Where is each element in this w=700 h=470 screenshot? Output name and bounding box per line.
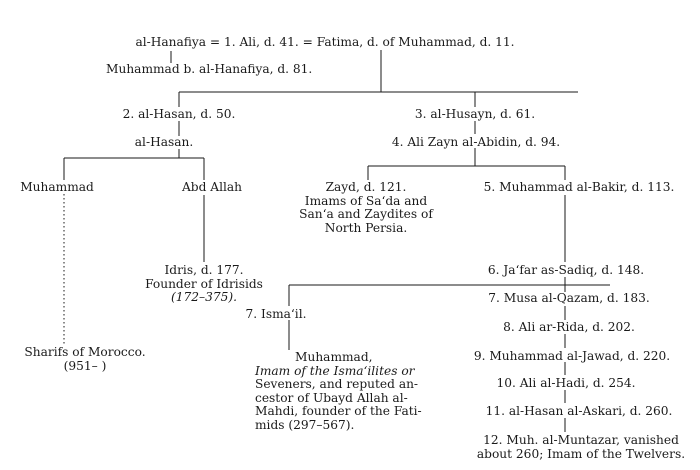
ismaili-muhammad-note-1: Seveners, and reputed an- [255, 377, 419, 391]
ismaili-muhammad-name: Muhammad, [295, 350, 373, 364]
muntazar-node [477, 434, 685, 461]
hasan-node: 2. al-Hasan, d. 50. [122, 107, 236, 121]
zayd-note-3: North Persia. [324, 220, 408, 235]
jafar-node: 6. Ja‘far as-Sadiq, d. 148. [487, 263, 645, 277]
ali-zayn-node: 4. Ali Zayn al-Abidin, d. 94. [391, 135, 561, 149]
sharifs-node [24, 346, 145, 373]
zayd-note-1: Imams of Sa‘da and [304, 193, 428, 208]
hadi-node: 10. Ali al-Hadi, d. 254. [496, 376, 636, 390]
zayd-node [299, 181, 433, 235]
sharifs-dates: (951– ) [63, 358, 107, 373]
sharifs-name: Sharifs of Morocco. [24, 345, 146, 359]
ismail-node: 7. Isma‘il. [245, 307, 307, 321]
jawad-node: 9. Muhammad al-Jawad, d. 220. [473, 349, 671, 363]
muhammad-hanafiya-node: Muhammad b. al-Hanafiya, d. 81. [106, 62, 313, 76]
husayn-node: 3. al-Husayn, d. 61. [414, 107, 536, 121]
ismaili-muhammad-note-2: cestor of Ubayd Allah al- [255, 390, 408, 405]
hasan-son-node: al-Hasan. [134, 135, 194, 149]
muhammad-node: Muhammad [20, 180, 94, 194]
idris-node [145, 264, 263, 305]
zayd-note-2: San‘a and Zaydites of [299, 207, 433, 221]
idris-name: Idris, d. 177. [164, 263, 244, 277]
askari-node: 11. al-Hasan al-Askari, d. 260. [485, 404, 673, 418]
bakir-node: 5. Muhammad al-Bakir, d. 113. [483, 180, 675, 194]
ismaili-muhammad-note-4: mids (297–567). [255, 417, 355, 432]
ali-fatima-line: al-Hanafiya = 1. Ali, d. 41. = Fatima, d. of Muhammad, d. 11. [135, 35, 515, 49]
muntazar-name: 12. Muh. al-Muntazar, vanished [483, 433, 679, 447]
musa-node: 7. Musa al-Qazam, d. 183. [488, 291, 650, 305]
ismaili-muhammad-title: Imam of the Isma‘ilites or [255, 363, 415, 378]
ismaili-muhammad-node [255, 351, 422, 432]
zayd-name: Zayd, d. 121. [325, 180, 407, 194]
ismaili-muhammad-note-3: Mahdi, founder of the Fati- [255, 404, 422, 418]
idris-dates: (172–375). [170, 290, 237, 304]
rida-node: 8. Ali ar-Rida, d. 202. [503, 320, 635, 334]
abd-allah-node: Abd Allah [182, 180, 242, 194]
idris-note: Founder of Idrisids [145, 276, 263, 291]
muntazar-note: about 260; Imam of the Twelvers. [476, 446, 686, 461]
